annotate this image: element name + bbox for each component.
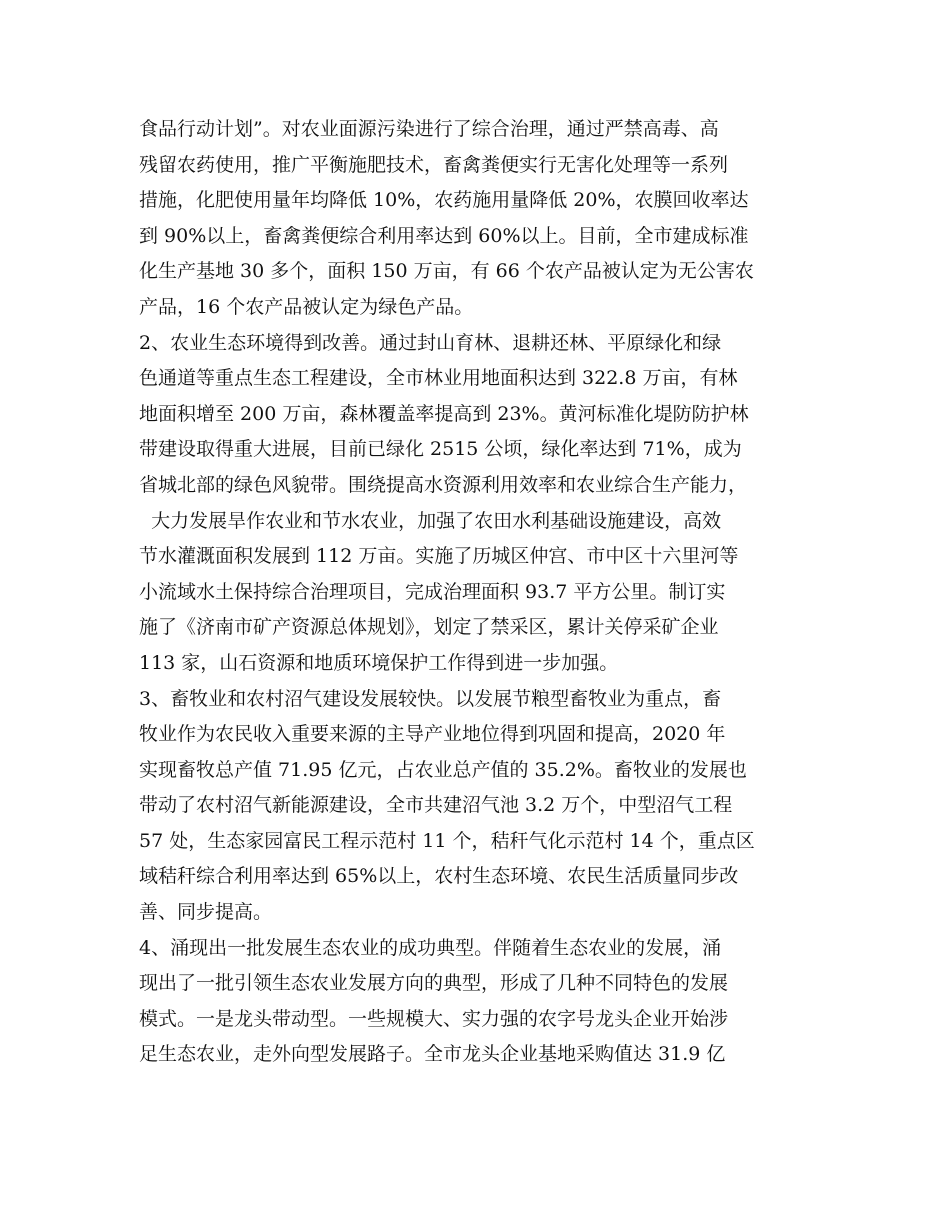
- text-line: 措施，化肥使用量年均降低 10%，农药施用量降低 20%，农膜回收率达: [139, 189, 749, 212]
- text-line: 带建设取得重大进展，目前已绿化 2515 公顷，绿化率达到 71%，成为: [139, 438, 742, 461]
- text-line: 到 90%以上，畜禽粪便综合利用率达到 60%以上。目前，全市建成标准: [139, 224, 749, 247]
- text-line: 3、畜牧业和农村沼气建设发展较快。以发展节粮型畜牧业为重点，畜: [139, 687, 722, 710]
- text-line: 残留农药使用，推广平衡施肥技术，畜禽粪便实行无害化处理等一系列: [139, 153, 729, 176]
- text-line: 省城北部的绿色风貌带。围绕提高水资源利用效率和农业综合生产能力，: [139, 473, 748, 496]
- text-line: 113 家，山石资源和地质环境保护工作得到进一步加强。: [139, 651, 619, 674]
- text-line: 大力发展旱作农业和节水农业，加强了农田水利基础设施建设，高效: [139, 509, 722, 532]
- text-line: 食品行动计划”。对农业面源污染进行了综合治理，通过严禁高毒、高: [139, 118, 719, 140]
- text-line: 带动了农村沼气新能源建设，全市共建沼气池 3.2 万个，中型沼气工程: [139, 794, 733, 817]
- text-line: 施了《济南市矿产资源总体规划》，划定了禁采区，累计关停采矿企业: [139, 616, 719, 639]
- text-line: 善、同步提高。: [139, 901, 273, 924]
- text-line: 足生态农业，走外向型发展路子。全市龙头企业基地采购值达 31.9 亿: [139, 1043, 726, 1066]
- text-line: 2、农业生态环境得到改善。通过封山育林、退耕还林、平原绿化和绿: [139, 331, 722, 354]
- text-line: 实现畜牧总产值 71.95 亿元，占农业总产值的 35.2%。畜牧业的发展也: [139, 758, 747, 781]
- text-line: 节水灌溉面积发展到 112 万亩。实施了历城区仲宫、市中区十六里河等: [139, 545, 739, 568]
- text-line: 域秸秆综合利用率达到 65%以上，农村生态环境、农民生活质量同步改: [139, 865, 739, 888]
- text-line: 现出了一批引领生态农业发展方向的典型，形成了几种不同特色的发展: [139, 972, 729, 995]
- text-line: 57 处，生态家园富民工程示范村 11 个，秸秆气化示范村 14 个，重点区: [139, 829, 755, 852]
- text-line: 地面积增至 200 万亩，森林覆盖率提高到 23%。黄河标准化堤防防护林: [139, 402, 749, 425]
- text-line: 化生产基地 30 多个，面积 150 万亩，有 66 个农产品被认定为无公害农: [139, 260, 754, 283]
- text-line: 模式。一是龙头带动型。一些规模大、实力强的农字号龙头企业开始涉: [139, 1007, 729, 1030]
- text-line: 色通道等重点生态工程建设，全市林业用地面积达到 322.8 万亩，有林: [139, 367, 738, 390]
- body-text: [139, 112, 839, 1073]
- text-line: 产品，16 个农产品被认定为绿色产品。: [139, 295, 474, 318]
- text-line: 牧业作为农民收入重要来源的主导产业地位得到巩固和提高，2020 年: [139, 723, 726, 746]
- text-line: 小流域水土保持综合治理项目，完成治理面积 93.7 平方公里。制订实: [139, 580, 726, 603]
- text-line: 4、涌现出一批发展生态农业的成功典型。伴随着生态农业的发展，涌: [139, 936, 722, 959]
